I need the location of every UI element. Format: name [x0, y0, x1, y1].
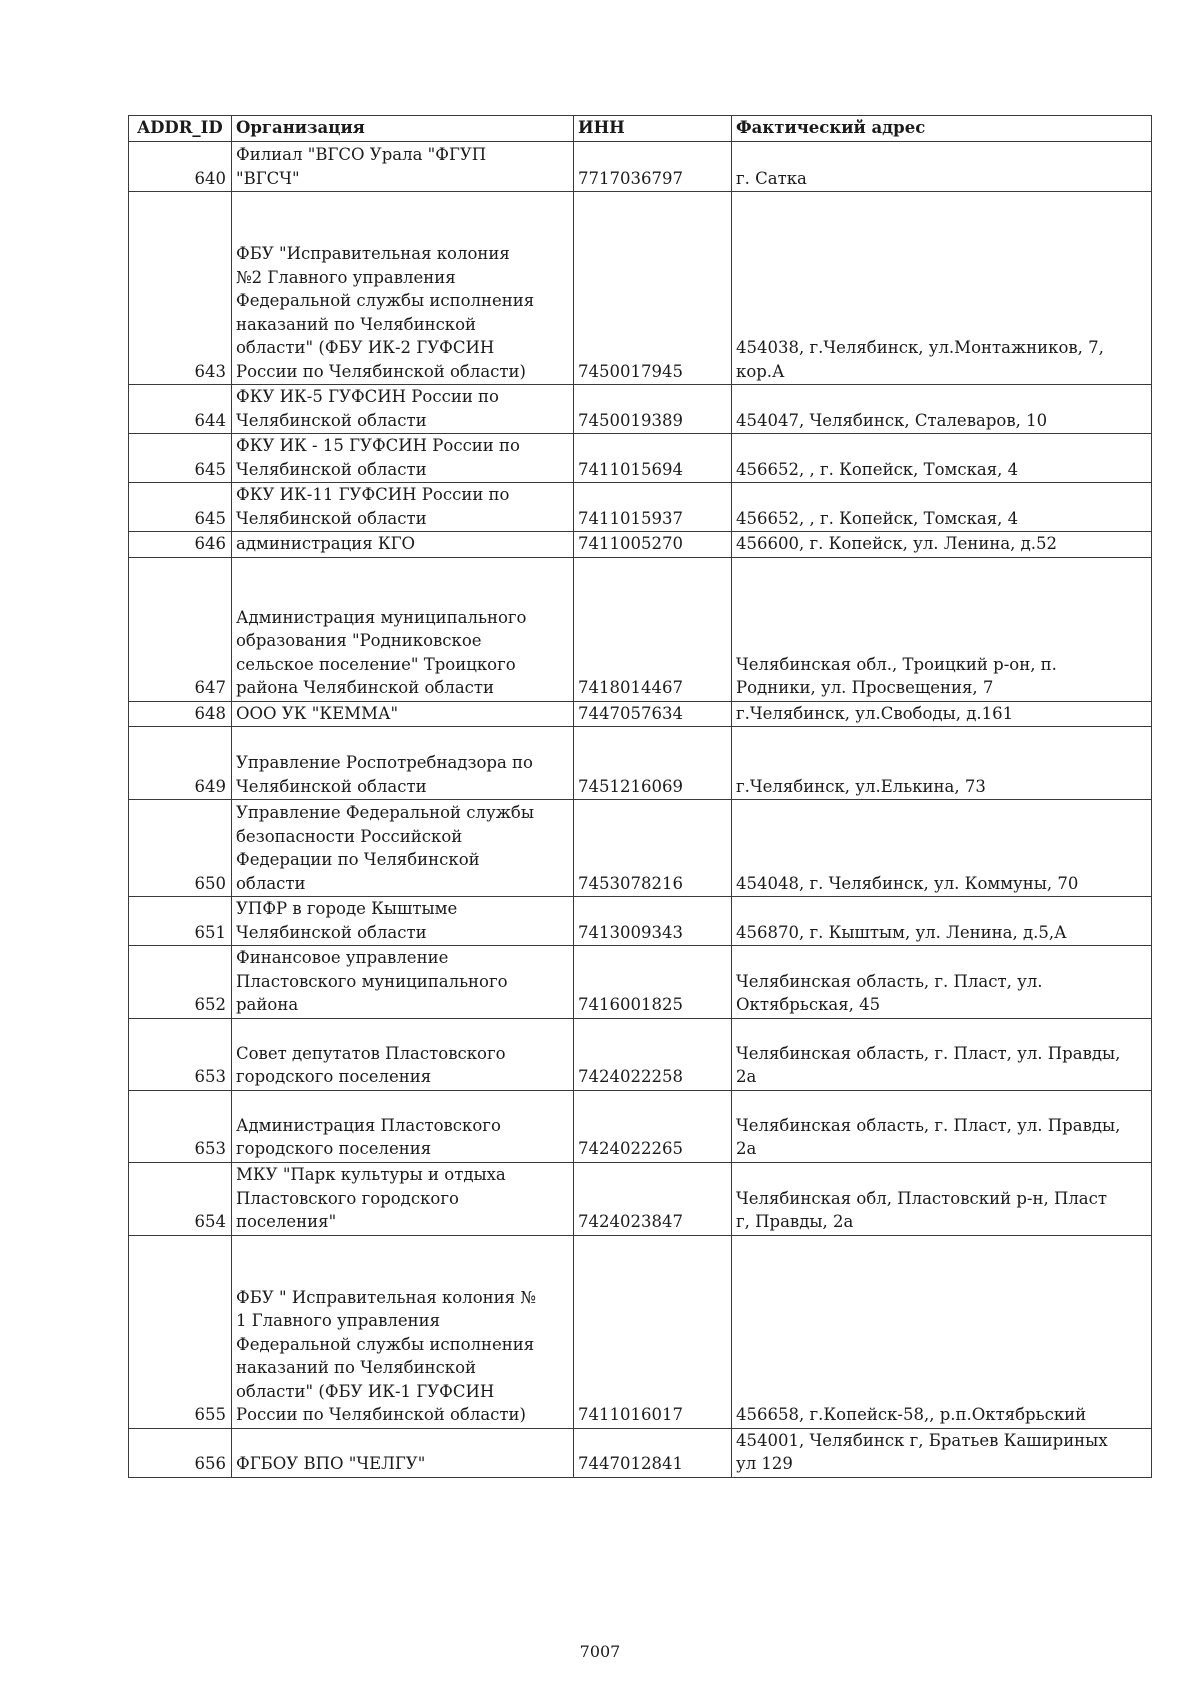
- cell-addr-id: 653: [129, 1018, 232, 1090]
- cell-actual-address: 454047, Челябинск, Сталеваров, 10: [732, 385, 1152, 434]
- cell-addr-id: 651: [129, 897, 232, 946]
- cell-addr-id: 644: [129, 385, 232, 434]
- cell-actual-address: г. Сатка: [732, 142, 1152, 192]
- cell-actual-address: г.Челябинск, ул.Елькина, 73: [732, 727, 1152, 800]
- table-row: [129, 800, 1152, 897]
- cell-inn: 7451216069: [574, 727, 732, 800]
- cell-actual-address: Челябинская область, г. Пласт, ул. Правды, 2а: [732, 1090, 1152, 1162]
- cell-inn: 7717036797: [574, 142, 732, 192]
- cell-inn: 7450019389: [574, 385, 732, 434]
- cell-inn: 7447057634: [574, 701, 732, 727]
- cell-organization: Управление Федеральной службы безопасности Российской Федерации по Челябинской области: [232, 800, 574, 897]
- cell-inn: 7424023847: [574, 1162, 732, 1235]
- cell-actual-address: 454001, Челябинск г, Братьев Кашириных ул 129: [732, 1428, 1152, 1477]
- cell-actual-address: Челябинская обл, Пластовский р-н, Пласт г, Правды, 2а: [732, 1162, 1152, 1235]
- table-row: [129, 1162, 1152, 1235]
- header-inn: ИНН: [574, 116, 732, 142]
- cell-actual-address: 456652, , г. Копейск, Томская, 4: [732, 434, 1152, 483]
- cell-organization: ООО УК "КЕММА": [232, 701, 574, 727]
- cell-inn: 7411015937: [574, 483, 732, 532]
- cell-addr-id: 649: [129, 727, 232, 800]
- cell-organization: ФКУ ИК - 15 ГУФСИН России по Челябинской области: [232, 434, 574, 483]
- page-number: 7007: [579, 1642, 621, 1661]
- table-row: [129, 727, 1152, 800]
- cell-organization: администрация КГО: [232, 532, 574, 558]
- cell-organization: Финансовое управление Пластовского муниципального района: [232, 946, 574, 1019]
- cell-inn: 7450017945: [574, 192, 732, 385]
- cell-organization: МКУ "Парк культуры и отдыха Пластовского городского поселения": [232, 1162, 574, 1235]
- cell-actual-address: 454048, г. Челябинск, ул. Коммуны, 70: [732, 800, 1152, 897]
- cell-organization: Филиал "ВГСО Урала "ФГУП "ВГСЧ": [232, 142, 574, 192]
- cell-inn: 7447012841: [574, 1428, 732, 1477]
- cell-addr-id: 645: [129, 483, 232, 532]
- table-row: [129, 1235, 1152, 1428]
- cell-organization: ФГБОУ ВПО "ЧЕЛГУ": [232, 1428, 574, 1477]
- cell-addr-id: 645: [129, 434, 232, 483]
- cell-inn: 7424022258: [574, 1018, 732, 1090]
- cell-inn: 7453078216: [574, 800, 732, 897]
- table-row: [129, 946, 1152, 1019]
- cell-addr-id: 648: [129, 701, 232, 727]
- header-organization: Организация: [232, 116, 574, 142]
- cell-addr-id: 655: [129, 1235, 232, 1428]
- cell-inn: 7413009343: [574, 897, 732, 946]
- cell-actual-address: 454038, г.Челябинск, ул.Монтажников, 7, кор.А: [732, 192, 1152, 385]
- cell-actual-address: 456600, г. Копейск, ул. Ленина, д.52: [732, 532, 1152, 558]
- cell-actual-address: Челябинская область, г. Пласт, ул. Октябрьская, 45: [732, 946, 1152, 1019]
- table-header-row: [129, 116, 1152, 142]
- cell-organization: ФБУ "Исправительная колония №2 Главного управления Федеральной службы исполнения наказаний по Челябинской области" (ФБУ ИК-2 ГУФСИН России по Челябинской области): [232, 192, 574, 385]
- cell-addr-id: 643: [129, 192, 232, 385]
- table-row: [129, 434, 1152, 483]
- cell-actual-address: 456870, г. Кыштым, ул. Ленина, д.5,А: [732, 897, 1152, 946]
- cell-actual-address: 456652, , г. Копейск, Томская, 4: [732, 483, 1152, 532]
- cell-addr-id: 653: [129, 1090, 232, 1162]
- table-row: [129, 1090, 1152, 1162]
- table-row: [129, 1428, 1152, 1477]
- cell-inn: 7411015694: [574, 434, 732, 483]
- table-row: [129, 557, 1152, 701]
- cell-organization: ФКУ ИК-5 ГУФСИН России по Челябинской области: [232, 385, 574, 434]
- cell-addr-id: 650: [129, 800, 232, 897]
- table-row: [129, 192, 1152, 385]
- cell-addr-id: 652: [129, 946, 232, 1019]
- table-row: [129, 897, 1152, 946]
- cell-organization: Администрация Пластовского городского поселения: [232, 1090, 574, 1162]
- table-row: [129, 701, 1152, 727]
- cell-organization: Управление Роспотребнадзора по Челябинской области: [232, 727, 574, 800]
- organizations-table: [128, 115, 1152, 1478]
- table-row: [129, 142, 1152, 192]
- table-row: [129, 385, 1152, 434]
- table-row: [129, 532, 1152, 558]
- cell-organization: Администрация муниципального образования "Родниковское сельское поселение" Троицкого района Челябинской области: [232, 557, 574, 701]
- table-row: [129, 483, 1152, 532]
- cell-addr-id: 656: [129, 1428, 232, 1477]
- cell-inn: 7424022265: [574, 1090, 732, 1162]
- cell-inn: 7416001825: [574, 946, 732, 1019]
- cell-inn: 7418014467: [574, 557, 732, 701]
- table-body: [129, 142, 1152, 1478]
- cell-actual-address: 456658, г.Копейск-58,, р.п.Октябрьский: [732, 1235, 1152, 1428]
- table-row: [129, 1018, 1152, 1090]
- cell-addr-id: 640: [129, 142, 232, 192]
- cell-actual-address: Челябинская область, г. Пласт, ул. Правды, 2а: [732, 1018, 1152, 1090]
- header-actual-address: Фактический адрес: [732, 116, 1152, 142]
- cell-organization: ФБУ " Исправительная колония № 1 Главного управления Федеральной службы исполнения наказаний по Челябинской области" (ФБУ ИК-1 ГУФСИН России по Челябинской области): [232, 1235, 574, 1428]
- cell-addr-id: 654: [129, 1162, 232, 1235]
- cell-actual-address: г.Челябинск, ул.Свободы, д.161: [732, 701, 1152, 727]
- cell-organization: ФКУ ИК-11 ГУФСИН России по Челябинской области: [232, 483, 574, 532]
- cell-organization: Совет депутатов Пластовского городского поселения: [232, 1018, 574, 1090]
- cell-addr-id: 646: [129, 532, 232, 558]
- cell-organization: УПФР в городе Кыштыме Челябинской области: [232, 897, 574, 946]
- cell-actual-address: Челябинская обл., Троицкий р-он, п. Родники, ул. Просвещения, 7: [732, 557, 1152, 701]
- cell-inn: 7411016017: [574, 1235, 732, 1428]
- cell-addr-id: 647: [129, 557, 232, 701]
- cell-inn: 7411005270: [574, 532, 732, 558]
- header-addr-id: ADDR_ID: [129, 116, 232, 142]
